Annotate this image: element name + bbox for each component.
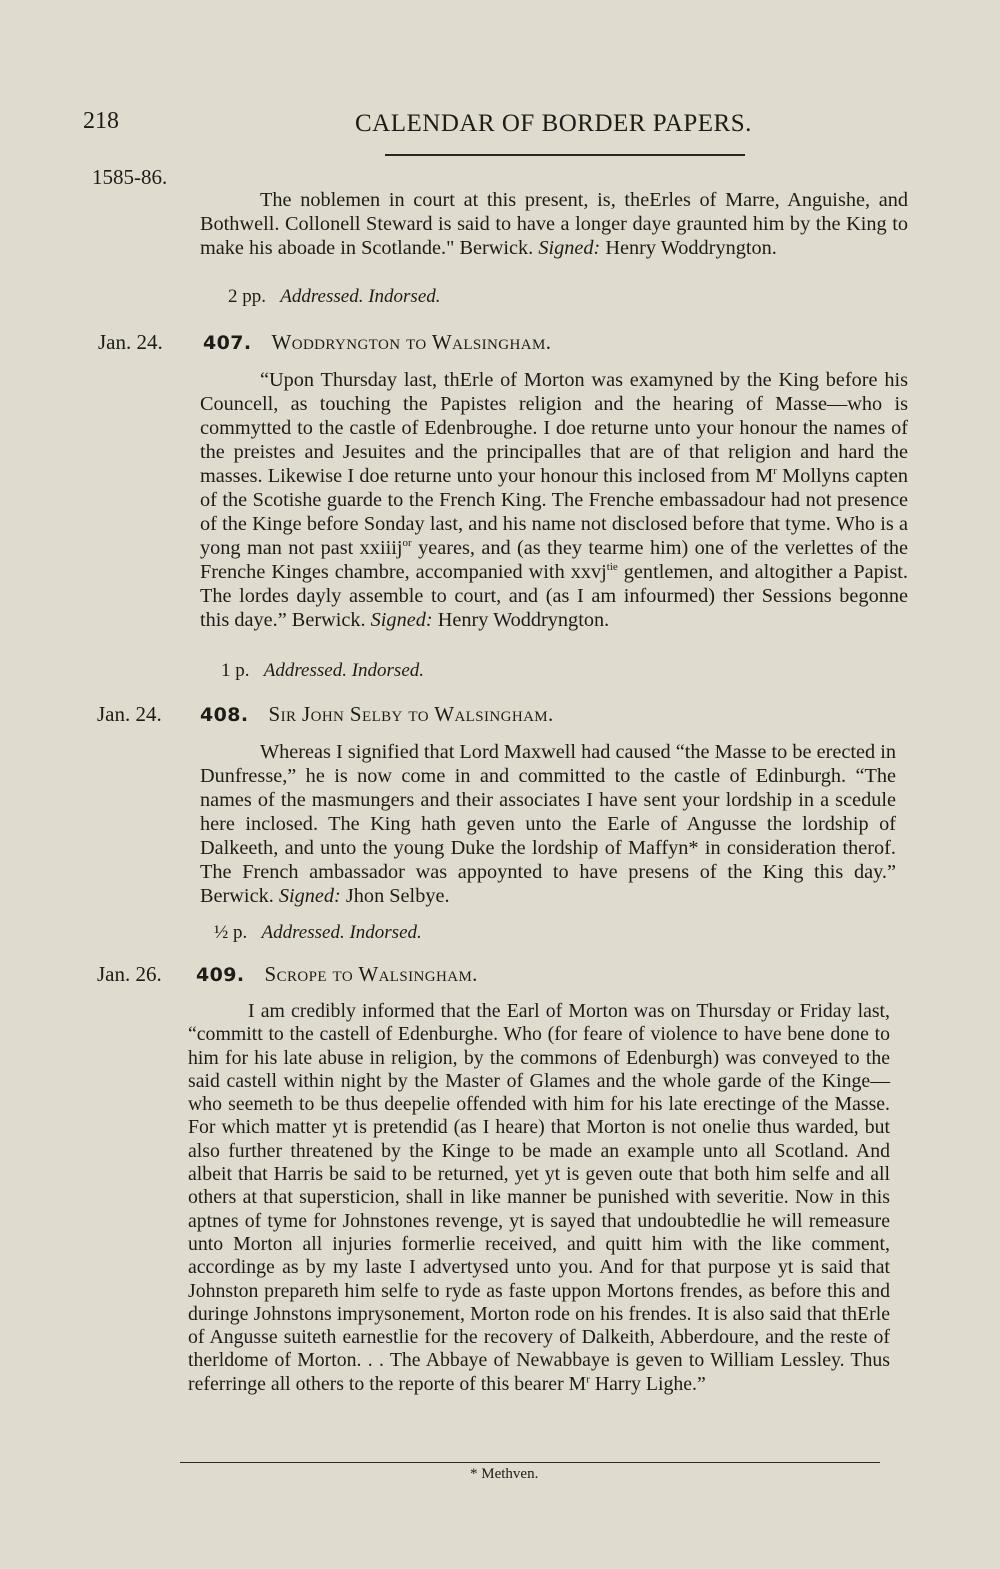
entry-heading xyxy=(203,330,551,355)
continuation-text: The noblemen in court at this present, is, theErles of Marre, Anguishe, and Bothwell. Collonell Steward is said to have a longer daye graunted him by the King to make his aboade in Scotlande." Berwick. xyxy=(200,189,908,259)
entry-date: Jan. 24. xyxy=(97,702,162,726)
entry-meta xyxy=(214,922,422,944)
signed-label: Signed: xyxy=(370,609,433,631)
page-number: 218 xyxy=(83,108,119,134)
entry-title: Sir John Selby to Walsingham. xyxy=(268,702,554,726)
entry-heading xyxy=(196,962,478,987)
signer-name: Henry Woddryngton. xyxy=(605,237,777,259)
entry-date: Jan. 24. xyxy=(98,330,163,354)
entry-number: 407. xyxy=(203,332,252,354)
entry-meta xyxy=(228,286,441,308)
entry-text: “Upon Thursday last, thErle of Morton was examyned by the King before his Councell, as touching the Papistes religion and the hearing of Masse—who is commytted to the castle of Edenbroughe. I doe returne unto your honour the names of the preistes and Jesuites and the principalles that are of that religion and hard the masses. Likewise I doe returne unto your honour this inclosed from $M^r$ Mollyns capten of the Scotishe guarde to the French King. The Frenche embassadour had not presence of the Kinge before Sonday last, and his name not disclosed before that tyme. Who is a yong man not past xxiiij$^{or}$ yeares, and (as they tearme him) one of the verlettes of the Frenche Kinges chambre, accompanied with xxvj$^{tie}$ gentlemen, and altogither a Papist. The lordes dayly assemble to court, and (as I am infourmed) ther Sessions begonne this daye.” Berwick. Signed: Henry Woddryngton. xyxy=(200,369,908,631)
continuation-paragraph xyxy=(200,188,908,260)
header-rule xyxy=(385,154,745,156)
entry-text: I am credibly informed that the Earl of Morton was on Thursday or Friday last, “committ to the castell of Edenburghe. Who (for feare of violence to have bene done to him for his late abuse in religion, by the commons of Edenburgh) was conveyed to the said castell within night by the Master of Glames and the whole garde of the Kinge—who seemeth to be thus deepelie offended with him for his late erectinge of the Masse. For which matter yt is pretendid (as I heare) that Morton is not onelie thus warded, but also further threatened by the Kinge to be made an example unto all Scotland. And albeit that Harris be said to be returned, yet yt is geven oute that both him selfe and all others at that supersticion, shall in like manner be punished with severitie. Now in this aptnes of tyme for Johnstones revenge, yt is sayed that undoubtedlie he will remeasure unto Morton all injuries formerlie received, and quitt him with the like comment, accordinge as by my laste I advertysed unto you. And for that purpose yt is said that Johnston prepareth him selfe to ryde as faste uppon Mortons frendes, as before this and duringe Johnstons imprysonement, Morton rode on his frendes. It is also said that thErle of Angusse suiteth earnestlie for the recovery of Dalkeith, Abberdoure, and the reste of therldome of Morton. . . The Abbaye of Newabbaye is geven to William Lessley. Thus referringe all others to the reporte of this bearer $M^r$ Harry Lighe.” xyxy=(188,1000,890,1395)
page-count: 1 p. xyxy=(221,660,250,681)
signed-label: Signed: xyxy=(538,237,601,259)
page-count: 2 pp. xyxy=(228,286,266,307)
entry-title: Woddryngton to Walsingham. xyxy=(271,330,552,354)
page-count: ½ p. xyxy=(214,922,248,943)
signer-name: Jhon Selbye. xyxy=(345,885,450,907)
entry-text: Whereas I signified that Lord Maxwell had caused “the Masse to be erected in Dunfresse,” he is now come in and committed to the castle of Edinburgh. “The names of the masmungers and their associates I have sent your lordship in a scedule here inclosed. The King hath geven unto the Earle of Angusse the lordship of Dalkeeth, and unto the young Duke the lordship of Maffyn* in consideration therof. The French ambassador was appoynted to have presens of the King this day.” Berwick. Signed: Jhon Selbye. xyxy=(200,741,896,907)
entry-heading xyxy=(200,702,554,727)
entry-number: 409. xyxy=(196,964,245,986)
meta-notes: Addressed. Indorsed. xyxy=(280,286,441,307)
signer-name: Henry Woddryngton. xyxy=(437,609,610,631)
meta-notes: Addressed. Indorsed. xyxy=(261,922,422,943)
running-title: CALENDAR OF BORDER PAPERS. xyxy=(355,110,752,137)
entry-title: Scrope to Walsingham. xyxy=(264,962,478,986)
footnote-rule xyxy=(180,1462,880,1463)
footnote: * Methven. xyxy=(470,1466,539,1482)
year-marker: 1585-86. xyxy=(92,165,168,189)
entry-number: 408. xyxy=(200,704,249,726)
meta-notes: Addressed. Indorsed. xyxy=(263,660,424,681)
entry-meta xyxy=(221,660,424,682)
entry-date: Jan. 26. xyxy=(97,962,162,986)
signed-label: Signed: xyxy=(278,885,341,907)
